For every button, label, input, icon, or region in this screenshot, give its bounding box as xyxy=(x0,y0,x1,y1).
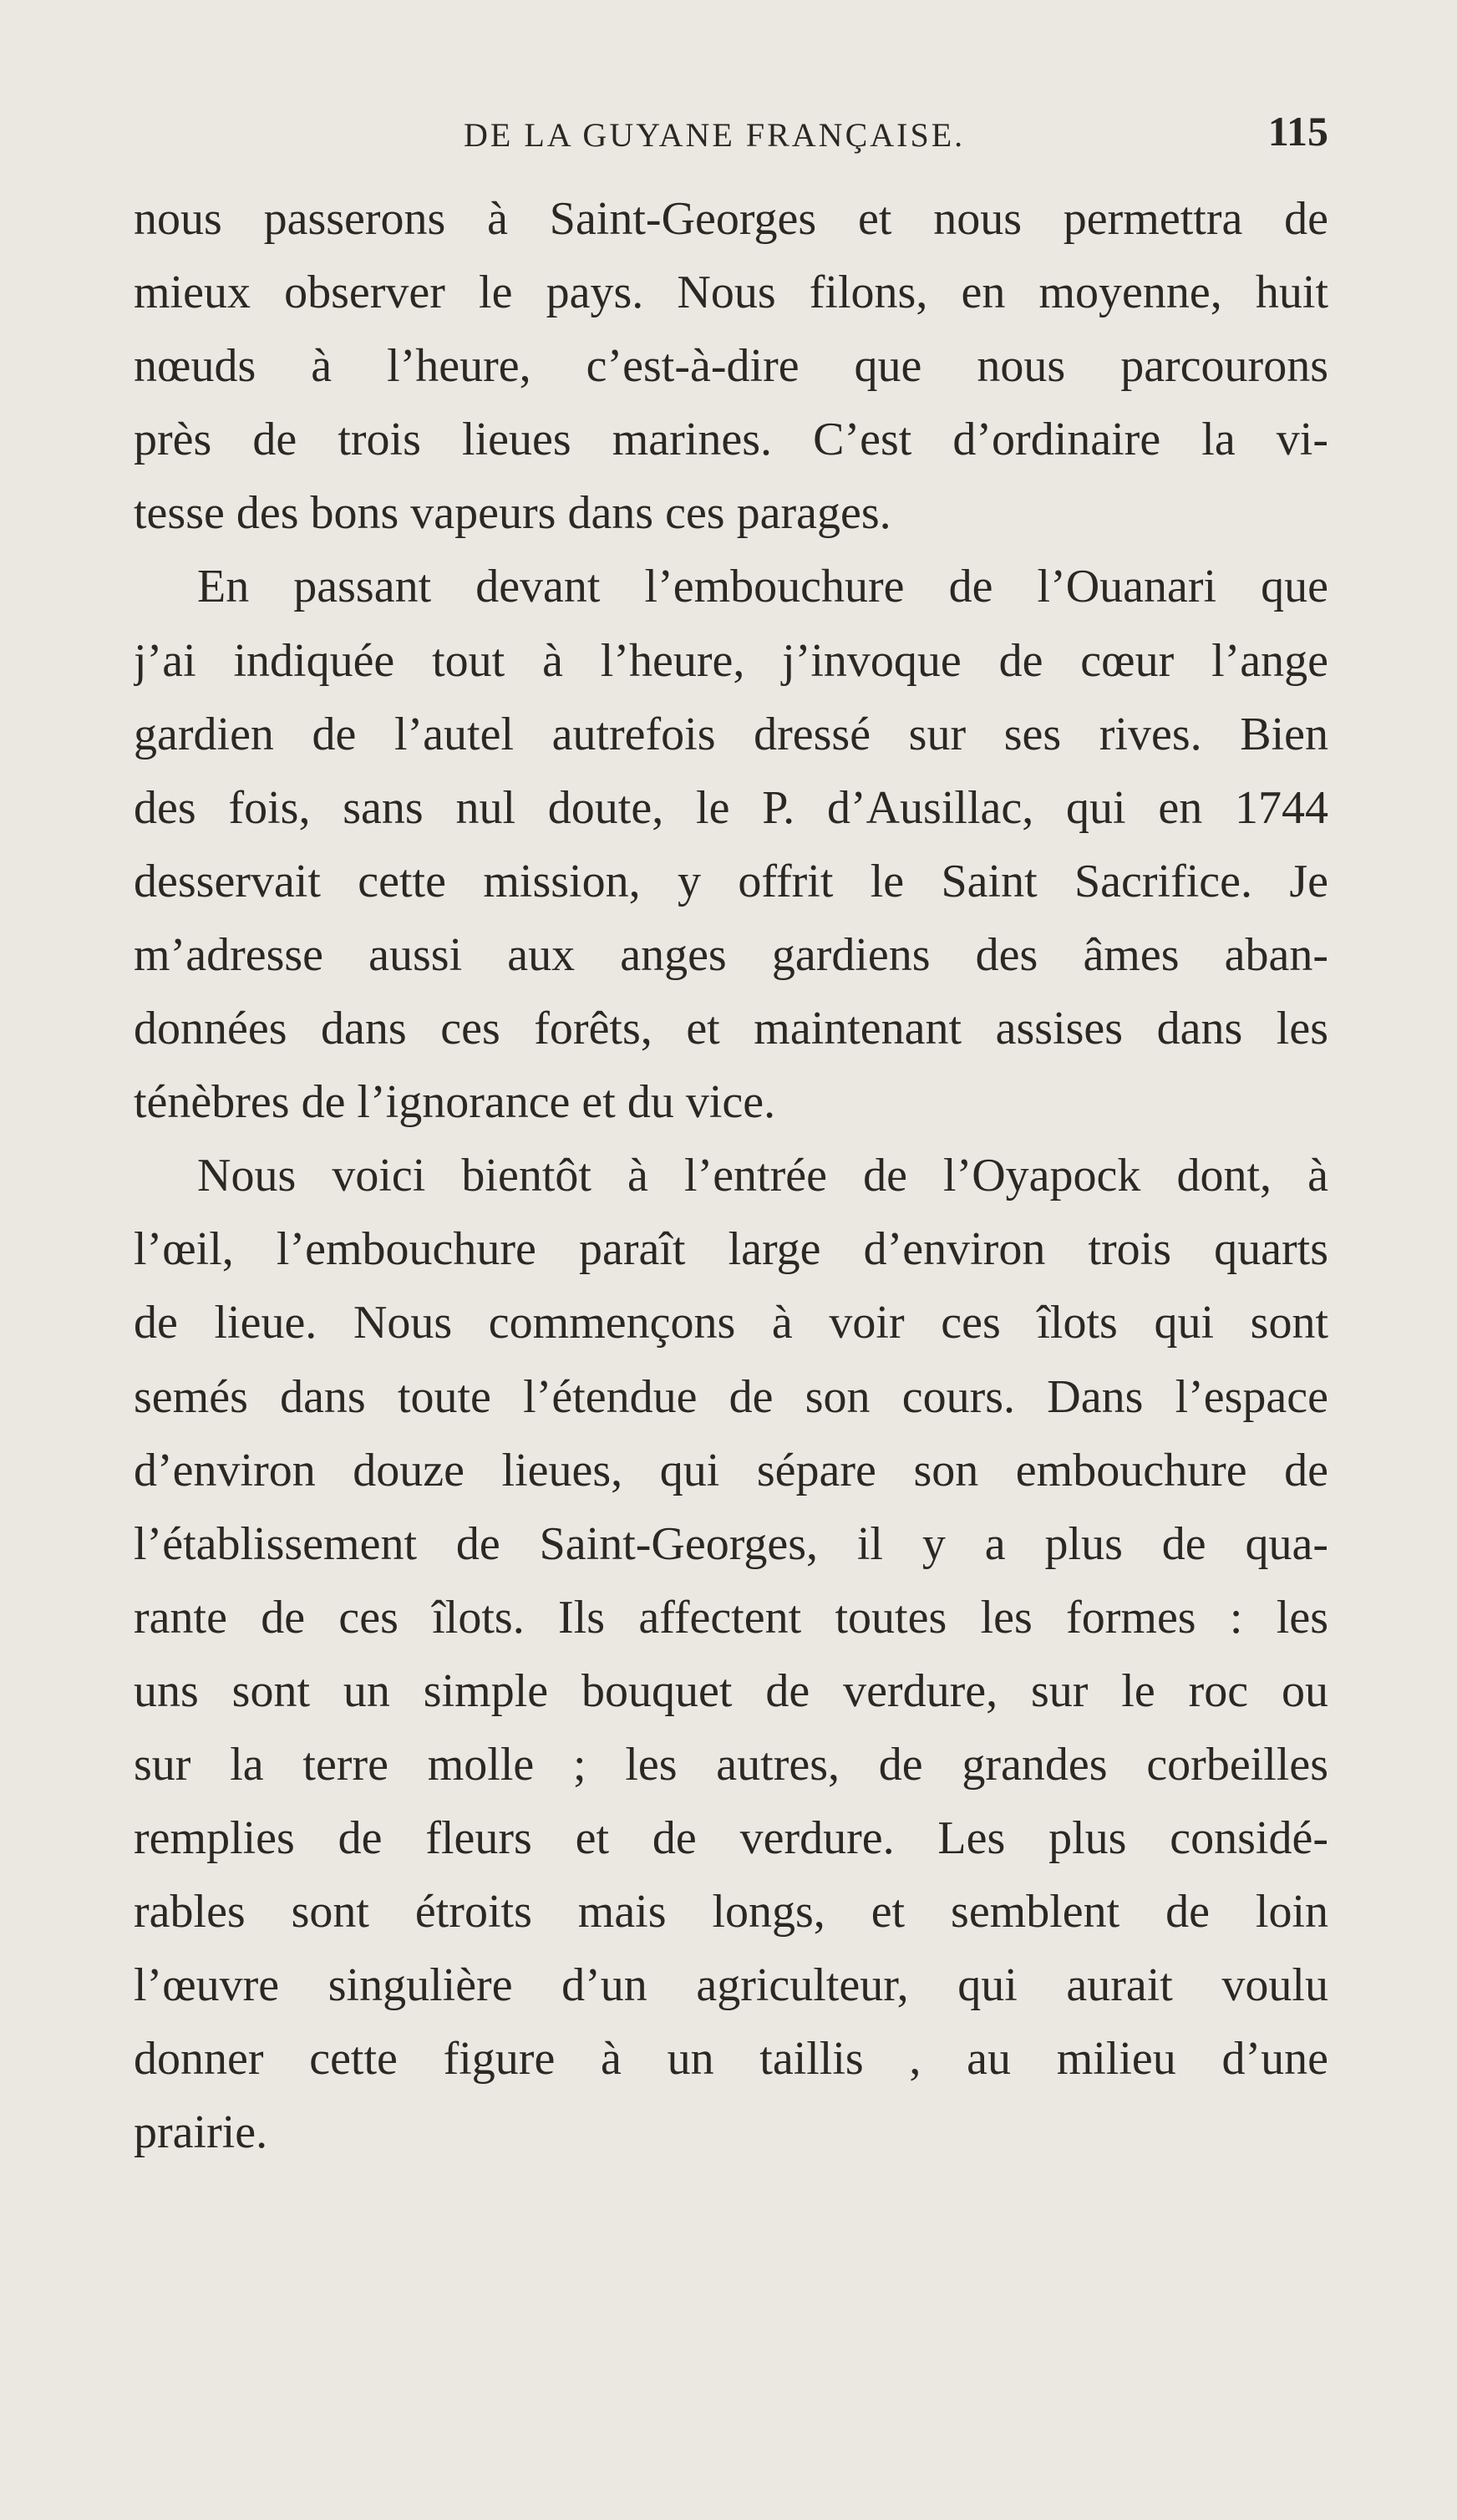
text-line: rables sont étroits mais longs, et semblent de loin xyxy=(134,1886,1328,1938)
text-line: nous passerons à Saint-Georges et nous permettra de xyxy=(134,193,1328,245)
text-line: donner cette figure à un taillis , au milieu d’une xyxy=(134,2033,1328,2086)
text-line: remplies de fleurs et de verdure. Les plus considé- xyxy=(134,1812,1328,1865)
text-line: En passant devant l’embouchure de l’Ouanari que xyxy=(197,561,1328,613)
text-line: gardien de l’autel autrefois dressé sur ses rives. Bien xyxy=(134,708,1328,760)
text-line: l’œuvre singulière d’un agriculteur, qui aurait voulu xyxy=(134,1959,1328,2012)
text-line: tesse des bons vapeurs dans ces parages. xyxy=(134,487,891,540)
text-line: l’établissement de Saint-Georges, il y a plus de qua- xyxy=(134,1517,1328,1570)
text-line: prairie. xyxy=(134,2106,268,2159)
text-line: semés dans toute l’étendue de son cours. Dans l’espace xyxy=(134,1370,1328,1423)
text-line: de lieue. Nous commençons à voir ces îlots qui sont xyxy=(134,1297,1328,1349)
text-line: j’ai indiquée tout à l’heure, j’invoque de cœur l’ange xyxy=(134,634,1328,687)
text-line: l’œil, l’embouchure paraît large d’environ trois quarts xyxy=(134,1223,1328,1276)
text-line: Nous voici bientôt à l’entrée de l’Oyapock dont, à xyxy=(197,1150,1328,1202)
text-line: uns sont un simple bouquet de verdure, sur le roc ou xyxy=(134,1664,1328,1717)
text-line: données dans ces forêts, et maintenant assises dans les xyxy=(134,1003,1328,1055)
text-line: rante de ces îlots. Ils affectent toutes les formes : les xyxy=(134,1591,1328,1644)
text-line: m’adresse aussi aux anges gardiens des âmes aban- xyxy=(134,928,1328,981)
text-line: nœuds à l’heure, c’est-à-dire que nous parcourons xyxy=(134,340,1328,393)
text-line: mieux observer le pays. Nous filons, en moyenne, huit xyxy=(134,267,1328,319)
body-text xyxy=(134,182,1328,2170)
text-line: près de trois lieues marines. C’est d’ordinaire la vi- xyxy=(134,414,1328,466)
page-header xyxy=(134,107,1328,174)
text-line: d’environ douze lieues, qui sépare son embouchure de xyxy=(134,1444,1328,1496)
text-line: des fois, sans nul doute, le P. d’Ausillac, qui en 1744 xyxy=(134,781,1328,834)
page-number: 115 xyxy=(1267,108,1328,155)
text-line: desservait cette mission, y offrit le Saint Sacrifice. Je xyxy=(134,855,1328,907)
text-line: sur la terre molle ; les autres, de grandes corbeilles xyxy=(134,1738,1328,1791)
running-title: DE LA GUYANE FRANÇAISE. xyxy=(464,116,966,154)
text-line: ténèbres de l’ignorance et du vice. xyxy=(134,1076,776,1129)
